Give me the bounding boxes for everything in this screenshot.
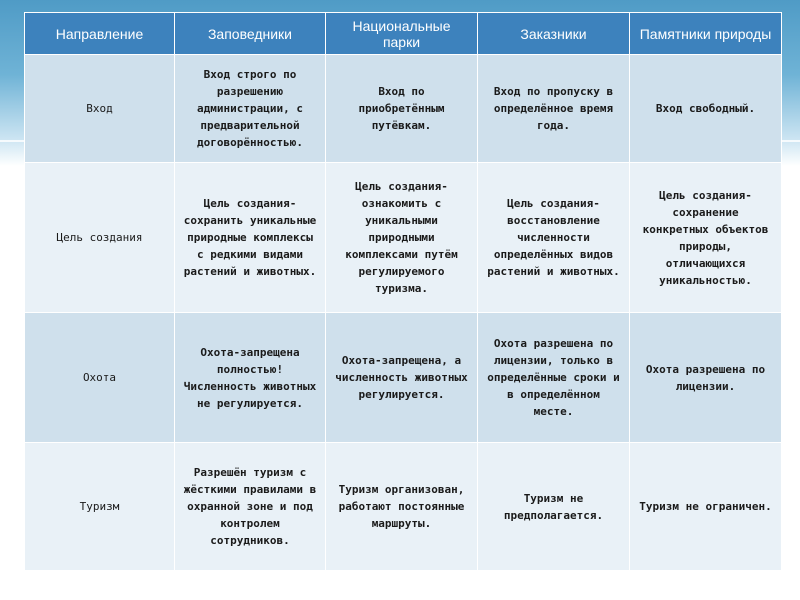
- table-row: [25, 443, 782, 571]
- column-header-reserves: Заповедники: [175, 13, 326, 55]
- table-cell: Туризм не предполагается.: [478, 443, 630, 571]
- table-cell: Цель создания-ознакомить с уникальными природными комплексами путём регулируемого туризма.: [326, 163, 478, 313]
- table-cell: Вход свободный.: [630, 55, 782, 163]
- column-header-direction: Направление: [25, 13, 175, 55]
- table-cell: Охота разрешена по лицензии, только в определённые сроки и в определённом месте.: [478, 313, 630, 443]
- table-row: [25, 163, 782, 313]
- column-header-national-parks: Национальные парки: [326, 13, 478, 55]
- table-cell: Туризм организован, работают постоянные маршруты.: [326, 443, 478, 571]
- table-cell: Вход по приобретённым путёвкам.: [326, 55, 478, 163]
- header-row: [25, 13, 782, 55]
- table-cell: Вход по пропуску в определённое время года.: [478, 55, 630, 163]
- row-header-purpose: Цель создания: [25, 163, 175, 313]
- table-cell: Охота-запрещена полностью! Численность животных не регулируется.: [175, 313, 326, 443]
- row-header-tourism: Туризм: [25, 443, 175, 571]
- table-cell: Туризм не ограничен.: [630, 443, 782, 571]
- table-cell: Цель создания-сохранить уникальные природные комплексы с редкими видами растений и животных.: [175, 163, 326, 313]
- column-header-sanctuaries: Заказники: [478, 13, 630, 55]
- row-header-hunting: Охота: [25, 313, 175, 443]
- table-cell: Цель создания-сохранение конкретных объектов природы, отличающихся уникальностью.: [630, 163, 782, 313]
- comparison-table: [24, 12, 782, 571]
- table-row: [25, 313, 782, 443]
- table-cell: Вход строго по разрешению администрации, с предварительной договорённостью.: [175, 55, 326, 163]
- table-row: [25, 55, 782, 163]
- row-header-entry: Вход: [25, 55, 175, 163]
- column-header-natural-monuments: Памятники природы: [630, 13, 782, 55]
- table-cell: Разрешён туризм с жёсткими правилами в охранной зоне и под контролем сотрудников.: [175, 443, 326, 571]
- table-cell: Охота-запрещена, а численность животных регулируется.: [326, 313, 478, 443]
- table-cell: Цель создания-восстановление численности определённых видов растений и животных.: [478, 163, 630, 313]
- table-cell: Охота разрешена по лицензии.: [630, 313, 782, 443]
